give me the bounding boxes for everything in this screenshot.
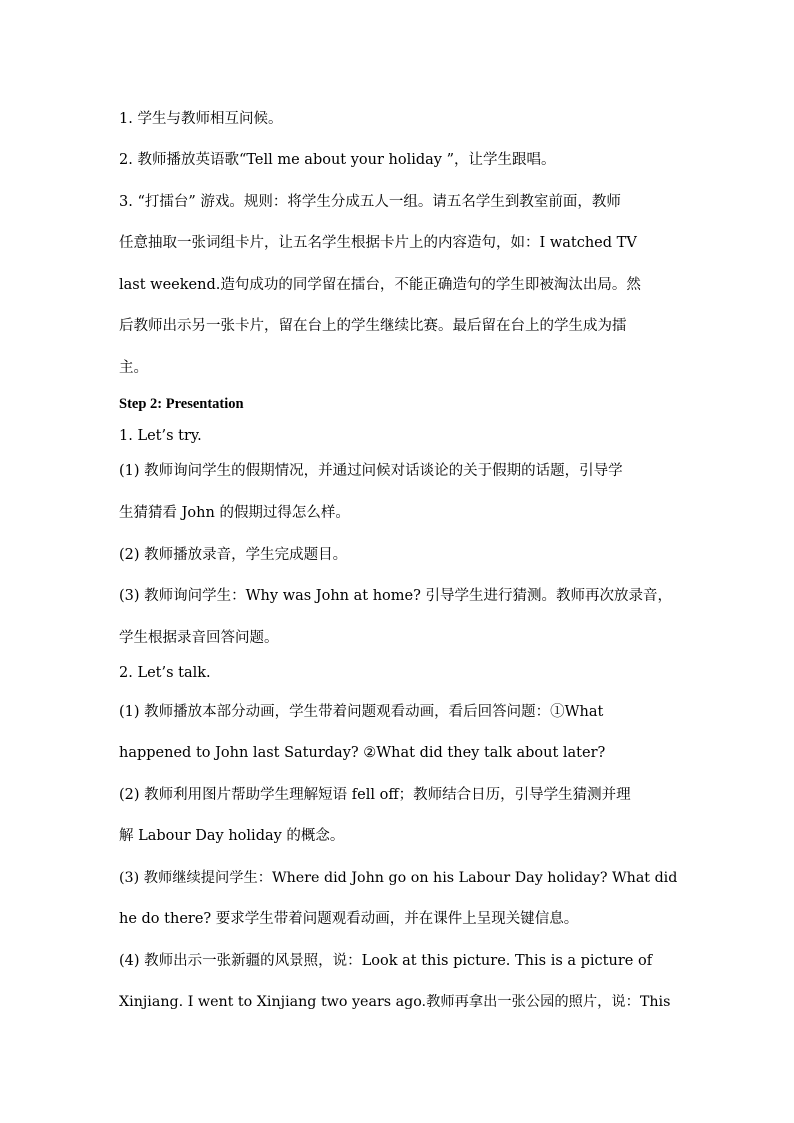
subsection-heading: 1. Let’s try. <box>119 428 202 444</box>
paragraph-line: last weekend.造句成功的同学留在擂台，不能正确造句的学生即被淘汰出局。然 <box>119 277 641 293</box>
paragraph-line: Xinjiang. I went to Xinjiang two years ago.教师再拿出一张公园的照片，说：This <box>119 994 671 1010</box>
paragraph-line: 解 Labour Day holiday 的概念。 <box>119 828 345 844</box>
paragraph-line: (2) 教师利用图片帮助学生理解短语 fell off；教师结合日历，引导学生猜测并理 <box>119 787 631 803</box>
section-heading: Step 2: Presentation <box>119 396 244 412</box>
paragraph-line: 生猜猜看 John 的假期过得怎么样。 <box>119 505 350 521</box>
paragraph-line: (3) 教师继续提问学生：Where did John go on his Labour Day holiday? What did <box>119 870 678 886</box>
paragraph-line: 1. 学生与教师相互问候。 <box>119 111 283 127</box>
paragraph-line: he do there? 要求学生带着问题观看动画，并在课件上呈现关键信息。 <box>119 911 579 927</box>
paragraph-line: (3) 教师询问学生：Why was John at home? 引导学生进行猜测。教师再次放录音， <box>119 588 672 604</box>
paragraph-line: (4) 教师出示一张新疆的风景照，说：Look at this picture. This is a picture of <box>119 953 653 969</box>
paragraph-line: (1) 教师询问学生的假期情况，并通过问候对话谈论的关于假期的话题，引导学 <box>119 463 623 479</box>
paragraph-line: (2) 教师播放录音，学生完成题目。 <box>119 547 348 563</box>
paragraph-line: 主。 <box>119 360 148 376</box>
paragraph-line: 任意抽取一张词组卡片，让五名学生根据卡片上的内容造句，如：I watched TV <box>119 235 637 251</box>
subsection-heading: 2. Let’s talk. <box>119 665 211 681</box>
paragraph-line: 后教师出示另一张卡片，留在台上的学生继续比赛。最后留在台上的学生成为擂 <box>119 318 627 334</box>
paragraph-line: (1) 教师播放本部分动画，学生带着问题观看动画，看后回答问题：①What <box>119 704 604 720</box>
paragraph-line: happened to John last Saturday? ②What did they talk about later? <box>119 745 606 761</box>
paragraph-line: 3. “打擂台” 游戏。规则：将学生分成五人一组。请五名学生到教室前面，教师 <box>119 194 621 210</box>
paragraph-line: 2. 教师播放英语歌“Tell me about your holiday ”，让学生跟唱。 <box>119 152 556 168</box>
paragraph-line: 学生根据录音回答问题。 <box>119 630 279 646</box>
